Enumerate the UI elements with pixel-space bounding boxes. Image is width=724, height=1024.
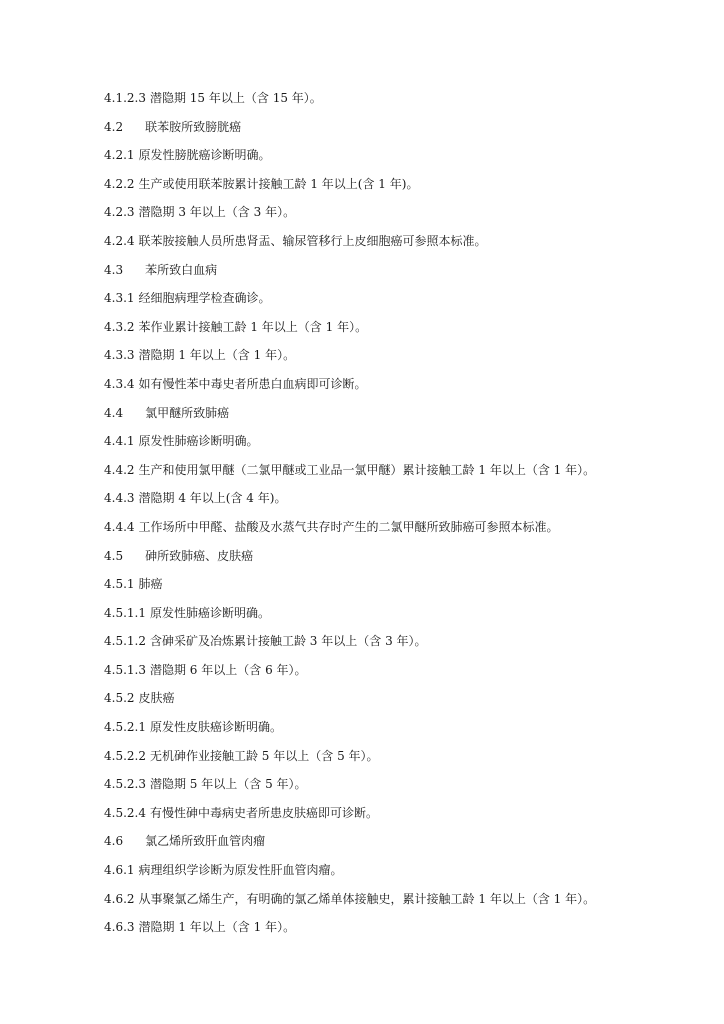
clause-text: 从事聚氯乙烯生产，有明确的氯乙烯单体接触史，累计接触工龄 1 年以上（含 1 年）。 (138, 891, 596, 906)
clause-paragraph (104, 713, 684, 742)
clause-number: 4.4 (104, 405, 124, 420)
clause-text: 原发性肺癌诊断明确。 (138, 434, 259, 449)
clause-number: 4.3.3 (104, 348, 135, 363)
clause-text: 苯作业累计接触工龄 1 年以上（含 1 年）。 (138, 319, 368, 334)
clause-paragraph (104, 370, 684, 399)
document-body (104, 84, 684, 942)
section-heading (104, 542, 684, 571)
clause-text: 含砷采矿及冶炼累计接触工龄 3 年以上（含 3 年）。 (149, 634, 427, 649)
clause-paragraph (104, 284, 684, 313)
clause-text: 原发性膀胱癌诊断明确。 (138, 148, 271, 163)
clause-number: 4.6.1 (104, 863, 135, 878)
clause-number: 4.2.4 (104, 233, 135, 248)
clause-text: 潜隐期 6 年以上（含 6 年）。 (149, 662, 307, 677)
clause-text: 病理组织学诊断为原发性肝血管肉瘤。 (138, 863, 343, 878)
clause-paragraph (104, 427, 684, 456)
clause-number: 4.5.2.1 (104, 720, 146, 735)
section-heading (104, 399, 684, 428)
clause-number: 4.3.2 (104, 319, 135, 334)
section-heading-text: 苯所致白血病 (145, 262, 218, 277)
clause-text: 生产和使用氯甲醚（二氯甲醚或工业品一氯甲醚）累计接触工龄 1 年以上（含 1 年）。 (138, 462, 596, 477)
clause-number: 4.3.1 (104, 291, 135, 306)
clause-paragraph (104, 742, 684, 771)
clause-number: 4.6.3 (104, 920, 135, 935)
clause-number: 4.2.2 (104, 176, 135, 191)
clause-number: 4.4.2 (104, 462, 135, 477)
clause-text: 生产或使用联苯胺累计接触工龄 1 年以上(含 1 年)。 (138, 176, 419, 191)
clause-text: 潜隐期 5 年以上（含 5 年）。 (149, 777, 307, 792)
clause-paragraph (104, 341, 684, 370)
clause-paragraph (104, 799, 684, 828)
clause-text: 潜隐期 15 年以上（含 15 年）。 (149, 91, 322, 105)
clause-text: 潜隐期 1 年以上（含 1 年）。 (138, 348, 296, 363)
clause-text: 工作场所中甲醛、盐酸及水蒸气共存时产生的二氯甲醚所致肺癌可参照本标准。 (138, 519, 559, 534)
clause-paragraph (104, 770, 684, 799)
clause-number: 4.2.1 (104, 148, 135, 163)
section-heading (104, 113, 684, 142)
clause-text: 潜隐期 3 年以上（含 3 年）。 (138, 205, 296, 220)
clause-paragraph (104, 141, 684, 170)
clause-number: 4.6 (104, 834, 124, 849)
clause-number: 4.3.4 (104, 376, 135, 391)
clause-text: 肺癌 (138, 577, 163, 592)
clause-number: 4.5.1.3 (104, 662, 146, 677)
section-heading-text: 氯甲醚所致肺癌 (145, 405, 230, 420)
section-heading-text: 联苯胺所致膀胱癌 (145, 119, 242, 134)
clause-paragraph (104, 627, 684, 656)
clause-paragraph (104, 913, 684, 942)
clause-number: 4.4.3 (104, 491, 135, 506)
clause-number: 4.4.4 (104, 519, 135, 534)
clause-text: 有慢性砷中毒病史者所患皮肤癌即可诊断。 (149, 805, 378, 820)
clause-number: 4.5.1 (104, 577, 135, 592)
clause-number: 4.5.1.1 (104, 605, 146, 620)
clause-number: 4.5.2.3 (104, 777, 146, 792)
clause-paragraph (104, 313, 684, 342)
clause-paragraph (104, 484, 684, 513)
clause-text: 原发性皮肤癌诊断明确。 (149, 720, 282, 735)
clause-number: 4.2 (104, 119, 124, 134)
clause-number: 4.5 (104, 548, 124, 563)
clause-paragraph (104, 84, 684, 113)
clause-paragraph (104, 684, 684, 713)
section-heading (104, 827, 684, 856)
clause-paragraph (104, 198, 684, 227)
clause-text: 潜隐期 1 年以上（含 1 年）。 (138, 920, 296, 935)
clause-text: 原发性肺癌诊断明确。 (149, 605, 270, 620)
clause-paragraph (104, 170, 684, 199)
clause-text: 无机砷作业接触工龄 5 年以上（含 5 年）。 (149, 748, 379, 763)
clause-paragraph (104, 599, 684, 628)
section-heading-text: 砷所致肺癌、皮肤癌 (145, 548, 254, 563)
clause-paragraph (104, 885, 684, 914)
clause-number: 4.6.2 (104, 891, 135, 906)
clause-text: 经细胞病理学检查确诊。 (138, 291, 271, 306)
clause-paragraph (104, 856, 684, 885)
clause-number: 4.1.2.3 (104, 91, 146, 105)
clause-number: 4.2.3 (104, 205, 135, 220)
clause-paragraph (104, 570, 684, 599)
clause-text: 联苯胺接触人员所患肾盂、输尿管移行上皮细胞癌可参照本标准。 (138, 233, 487, 248)
clause-number: 4.3 (104, 262, 124, 277)
clause-paragraph (104, 456, 684, 485)
clause-paragraph (104, 513, 684, 542)
clause-text: 潜隐期 4 年以上(含 4 年)。 (138, 491, 287, 506)
clause-number: 4.5.2.4 (104, 805, 146, 820)
clause-number: 4.5.2 (104, 691, 135, 706)
clause-text: 皮肤癌 (138, 691, 175, 706)
clause-text: 如有慢性苯中毒史者所患白血病即可诊断。 (138, 376, 367, 391)
clause-paragraph (104, 227, 684, 256)
clause-number: 4.5.1.2 (104, 634, 146, 649)
section-heading-text: 氯乙烯所致肝血管肉瘤 (145, 834, 266, 849)
section-heading (104, 256, 684, 285)
clause-number: 4.4.1 (104, 434, 135, 449)
clause-paragraph (104, 656, 684, 685)
clause-number: 4.5.2.2 (104, 748, 146, 763)
